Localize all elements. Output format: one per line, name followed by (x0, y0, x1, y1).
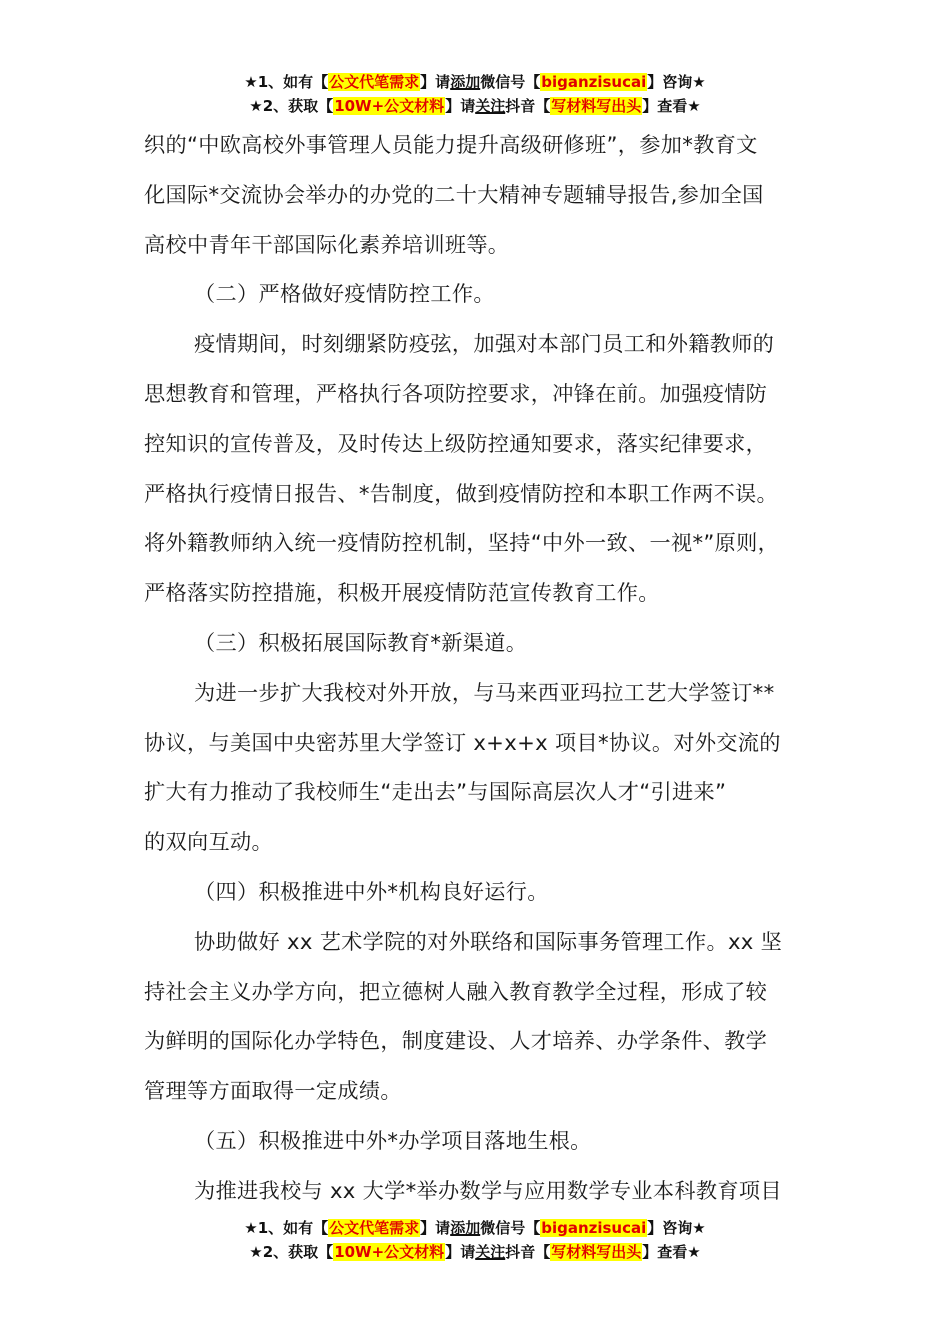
banner-text: 】请 (420, 1219, 451, 1237)
banner-highlight: 公文代笔需求 (329, 1219, 420, 1237)
paragraph-line: 扩大有力推动了我校师生“走出去”与国际高层次人才“引进来” (144, 779, 727, 805)
banner-text: ★2、获取【 (249, 1243, 334, 1261)
document-text (144, 120, 808, 1216)
banner-text: 微信号【 (480, 1219, 541, 1237)
banner-text: 】请 (445, 97, 476, 115)
paragraph-line: 控知识的宣传普及，及时传达上级防控通知要求，落实纪律要求， (144, 430, 768, 456)
banner-line-1 (0, 70, 950, 94)
paragraph-line: 严格执行疫情日报告、*告制度，做到疫情防控和本职工作两不误。 (144, 480, 779, 506)
banner-douyin-name: 写材料写出头 (551, 1243, 642, 1261)
paragraph-line: 的双向互动。 (144, 829, 273, 855)
paragraph-first-line: 为进一步扩大我校对外开放，与马来西亚玛拉工艺大学签订** (194, 679, 775, 705)
banner-text: ★1、如有【 (244, 73, 329, 91)
paragraph-line: 为鲜明的国际化办学特色，制度建设、人才培养、办学条件、教学 (144, 1028, 768, 1054)
paragraph-line: 管理等方面取得一定成绩。 (144, 1078, 402, 1104)
document-body (144, 120, 808, 1216)
banner-underlined: 添加 (450, 1219, 481, 1237)
banner-line-1 (0, 1216, 950, 1240)
banner-text: 】查看★ (642, 1243, 701, 1261)
banner-highlight: 公文代笔需求 (329, 73, 420, 91)
paragraph-line: 协议，与美国中央密苏里大学签订 x+x+x 项目*协议。对外交流的 (144, 729, 781, 755)
banner-wechat-id: biganzisucai (541, 1219, 647, 1237)
paragraph-first-line: （二）严格做好疫情防控工作。 (194, 281, 495, 307)
banner-text: 】咨询★ (647, 73, 706, 91)
banner-highlight: 10W+公文材料 (334, 97, 445, 115)
banner-text: ★2、获取【 (249, 97, 334, 115)
banner-text: ★1、如有【 (244, 1219, 329, 1237)
banner-text: 】请 (445, 1243, 476, 1261)
banner-text: 】咨询★ (647, 1219, 706, 1237)
banner-highlight: 10W+公文材料 (334, 1243, 445, 1261)
banner-underlined: 添加 (450, 73, 481, 91)
banner-underlined: 关注 (475, 1243, 506, 1261)
banner-line-2 (0, 94, 950, 118)
paragraph-line: 高校中青年干部国际化素养培训班等。 (144, 231, 510, 257)
paragraph-line: 将外籍教师纳入统一疫情防控机制，坚持“中外一致、一视*”原则， (144, 530, 780, 556)
banner-text: 微信号【 (480, 73, 541, 91)
paragraph-first-line: （四）积极推进中外*机构良好运行。 (194, 878, 549, 904)
paragraph-first-line: 为推进我校与 xx 大学*举办数学与应用数学专业本科教育项目 (194, 1177, 782, 1203)
banner-underlined: 关注 (475, 97, 506, 115)
paragraph-first-line: （三）积极拓展国际教育*新渠道。 (194, 629, 528, 655)
banner-text: 抖音【 (505, 1243, 551, 1261)
top-banner (0, 70, 950, 118)
paragraph-line: 思想教育和管理，严格执行各项防控要求，冲锋在前。加强疫情防 (144, 380, 768, 406)
paragraph-first-line: 疫情期间，时刻绷紧防疫弦，加强对本部门员工和外籍教师的 (194, 331, 775, 357)
paragraph-line: 化国际*交流协会举办的办党的二十大精神专题辅导报告,参加全国 (144, 181, 764, 207)
paragraph-first-line: 协助做好 xx 艺术学院的对外联络和国际事务管理工作。xx 坚 (194, 928, 783, 954)
paragraph-first-line: （五）积极推进中外*办学项目落地生根。 (194, 1127, 592, 1153)
banner-text: 抖音【 (505, 97, 551, 115)
banner-douyin-name: 写材料写出头 (551, 97, 642, 115)
banner-line-2 (0, 1240, 950, 1264)
bottom-banner (0, 1216, 950, 1264)
paragraph-line: 严格落实防控措施，积极开展疫情防范宣传教育工作。 (144, 580, 660, 606)
banner-wechat-id: biganzisucai (541, 73, 647, 91)
banner-text: 】查看★ (642, 97, 701, 115)
paragraph-line: 持社会主义办学方向，把立德树人融入教育教学全过程，形成了较 (144, 978, 768, 1004)
paragraph-line: 织的“中欧高校外事管理人员能力提升高级研修班”，参加*教育文 (144, 132, 758, 157)
banner-text: 】请 (420, 73, 451, 91)
